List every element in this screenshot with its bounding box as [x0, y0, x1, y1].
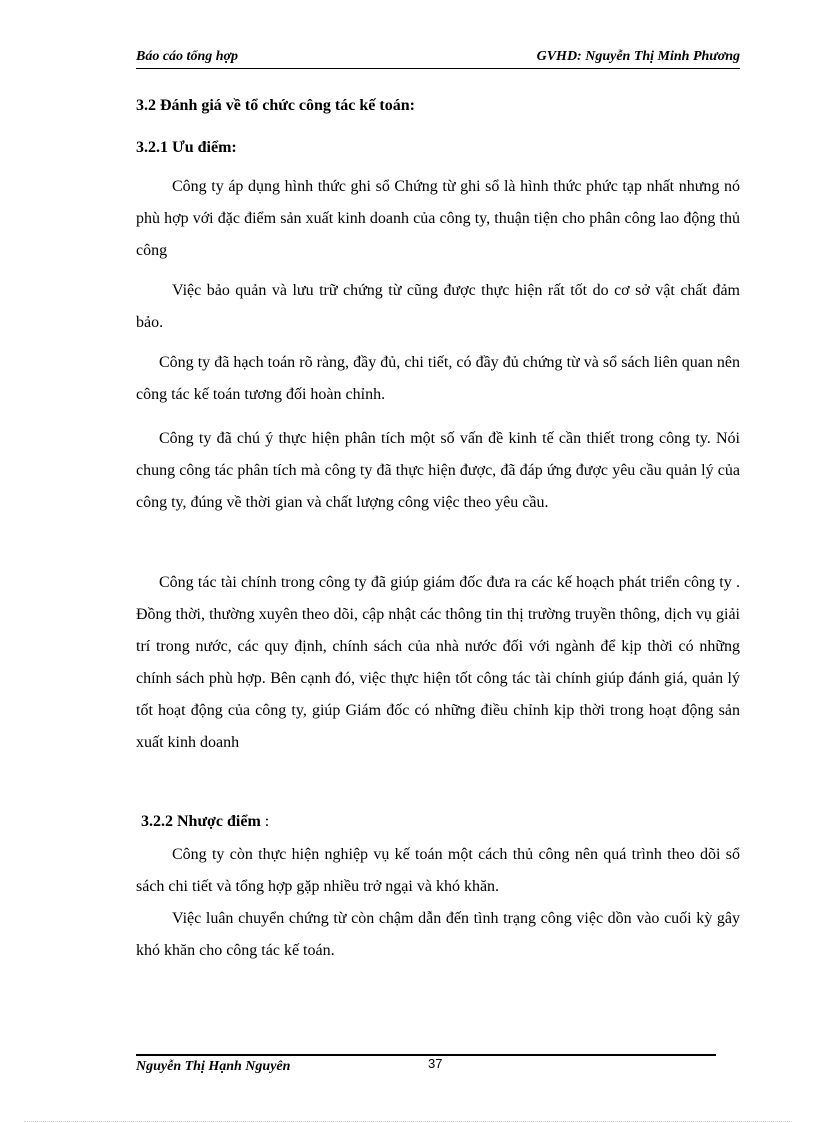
footer-rule — [136, 1054, 716, 1056]
paragraph: Công ty áp dụng hình thức ghi sổ Chứng từ ghi sổ là hình thức phức tạp nhất nhưng nó phù hợp với đặc điểm sản xuất kinh doanh của công ty, thuận tiện cho phân công lao động thủ công — [136, 178, 740, 259]
subsection-title-advantages: 3.2.1 Ưu điểm: — [136, 139, 237, 156]
paragraph: Công ty đã chú ý thực hiện phân tích một số vấn đề kinh tế cần thiết trong công ty. Nói chung công tác phân tích mà công ty đã thực hiện được, đã đáp ứng được yêu cầu quản lý của công ty, đúng về thời gian và chất lượng công việc theo yêu cầu. — [136, 430, 740, 511]
footer-author: Nguyễn Thị Hạnh Nguyên — [136, 1059, 291, 1074]
subsection-title-disadvantages — [141, 813, 269, 831]
paragraph: Việc bảo quản và lưu trữ chứng từ cũng được thực hiện rất tốt do cơ sở vật chất đảm bảo. — [136, 282, 740, 331]
subsection-title-text: 3.2.2 Nhược điểm — [141, 813, 261, 830]
header-supervisor: GVHD: Nguyễn Thị Minh Phương — [536, 49, 740, 64]
page-bottom-border — [24, 1121, 792, 1122]
paragraph: Công ty còn thực hiện nghiệp vụ kế toán một cách thủ công nên quá trình theo dõi sổ sách chi tiết và tổng hợp gặp nhiều trở ngại và khó khăn. — [136, 846, 740, 895]
subsection-title-colon: : — [260, 813, 270, 830]
paragraph: Việc luân chuyển chứng từ còn chậm dẫn đến tình trạng công việc dồn vào cuối kỳ gây khó khăn cho công tác kế toán. — [136, 910, 740, 959]
page-number: 37 — [428, 1056, 443, 1071]
page-header — [136, 48, 740, 69]
section-title: 3.2 Đánh giá về tổ chức công tác kế toán: — [136, 97, 415, 114]
header-report-title: Báo cáo tổng hợp — [136, 49, 239, 64]
paragraph: Công ty đã hạch toán rõ ràng, đầy đủ, chi tiết, có đầy đủ chứng từ và sổ sách liên quan nên công tác kế toán tương đối hoàn chỉnh. — [136, 354, 740, 403]
paragraph: Công tác tài chính trong công ty đã giúp giám đốc đưa ra các kế hoạch phát triển công ty . Đồng thời, thường xuyên theo dõi, cập nhật các thông tin thị trường truyền thông, dịch vụ giải trí trong nước, các quy định, chính sách của nhà nước đối với ngành để kịp thời có những chính sách phù hợp. Bên cạnh đó, việc thực hiện tốt công tác tài chính giúp đánh giá, quản lý tốt hoạt động của công ty, giúp Giám đốc có những điều chỉnh kịp thời trong hoạt động sản xuất kinh doanh — [136, 574, 740, 751]
